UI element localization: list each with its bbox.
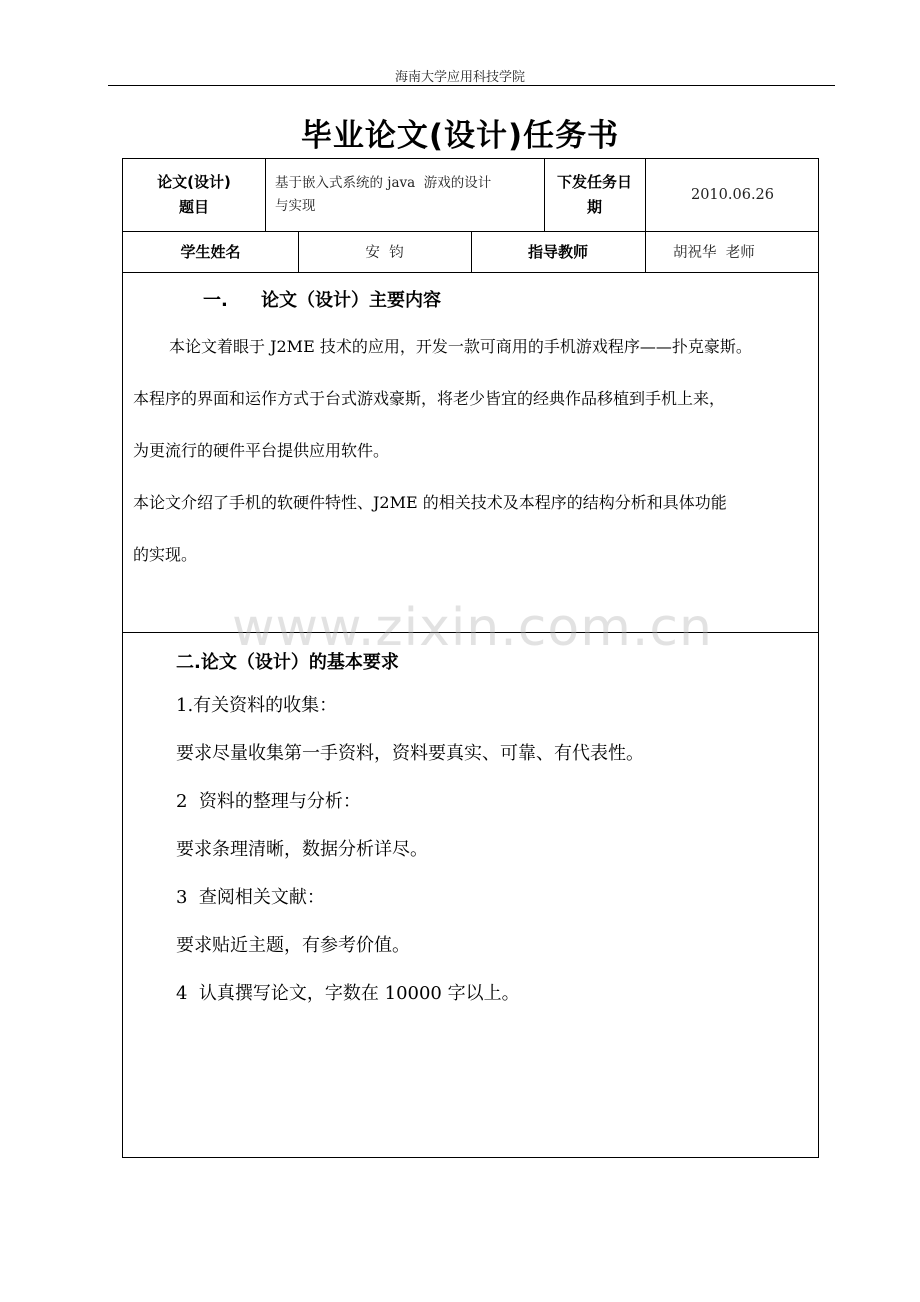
topic-label-line2: 题目 bbox=[178, 198, 209, 216]
advisor-value: 胡祝华 老师 bbox=[673, 245, 755, 261]
topic-value-line1: 基于嵌入式系统的 java 游戏的设计 bbox=[275, 175, 492, 191]
section2-line: 要求贴近主题，有参考价值。 bbox=[176, 935, 410, 956]
task-form-table bbox=[122, 158, 819, 1158]
section2-line: 1.有关资料的收集： bbox=[176, 695, 338, 716]
section2-line: 要求尽量收集第一手资料，资料要真实、可靠、有代表性。 bbox=[176, 743, 644, 764]
section2-line: 4 认真撰写论文，字数在 10000 字以上。 bbox=[176, 983, 520, 1004]
section1-paragraph: 本论文介绍了手机的软硬件特性、J2ME 的相关技术及本程序的结构分析和具体功能 bbox=[133, 493, 727, 512]
issue-date-value: 2010.06.26 bbox=[690, 187, 775, 203]
issue-date-label-line1: 下发任务日 bbox=[556, 173, 632, 191]
advisor-label: 指导教师 bbox=[527, 243, 588, 261]
section1-paragraph: 的实现。 bbox=[133, 545, 198, 564]
section1-paragraph: 为更流行的硬件平台提供应用软件。 bbox=[133, 441, 390, 460]
issue-date-label bbox=[544, 159, 645, 231]
student-name-value: 安 钧 bbox=[365, 245, 404, 261]
issue-date-label-line2: 期 bbox=[586, 198, 602, 216]
row-divider-2 bbox=[123, 272, 818, 273]
topic-label-line1: 论文(设计) bbox=[157, 173, 231, 191]
section1-body bbox=[133, 321, 813, 581]
section1-paragraph: 本程序的界面和运作方式于台式游戏豪斯，将老少皆宜的经典作品移植到手机上来， bbox=[133, 389, 726, 408]
section2-heading: 二.论文（设计）的基本要求 bbox=[176, 652, 399, 673]
watermark: www.zixin.com.cn bbox=[232, 598, 713, 658]
section-divider bbox=[123, 632, 818, 633]
header-institution: 海南大学应用科技学院 bbox=[394, 70, 525, 85]
header-rule bbox=[108, 85, 835, 86]
section1-paragraph: 本论文着眼于 J2ME 技术的应用，开发一款可商用的手机游戏程序——扑克豪斯。 bbox=[169, 337, 752, 356]
document-title: 毕业论文(设计)任务书 bbox=[300, 118, 620, 154]
section2-line: 2 资料的整理与分析： bbox=[176, 791, 361, 812]
topic-value bbox=[265, 159, 544, 231]
section2-line: 要求条理清晰，数据分析详尽。 bbox=[176, 839, 428, 860]
section1-number: 一. bbox=[203, 290, 228, 311]
section1-heading: 论文（设计）主要内容 bbox=[261, 290, 441, 311]
topic-value-line2: 与实现 bbox=[275, 198, 316, 214]
section2-body bbox=[176, 682, 796, 1018]
section2-line: 3 查阅相关文献： bbox=[176, 887, 325, 908]
student-name-label: 学生姓名 bbox=[180, 243, 241, 261]
topic-label bbox=[123, 159, 265, 231]
